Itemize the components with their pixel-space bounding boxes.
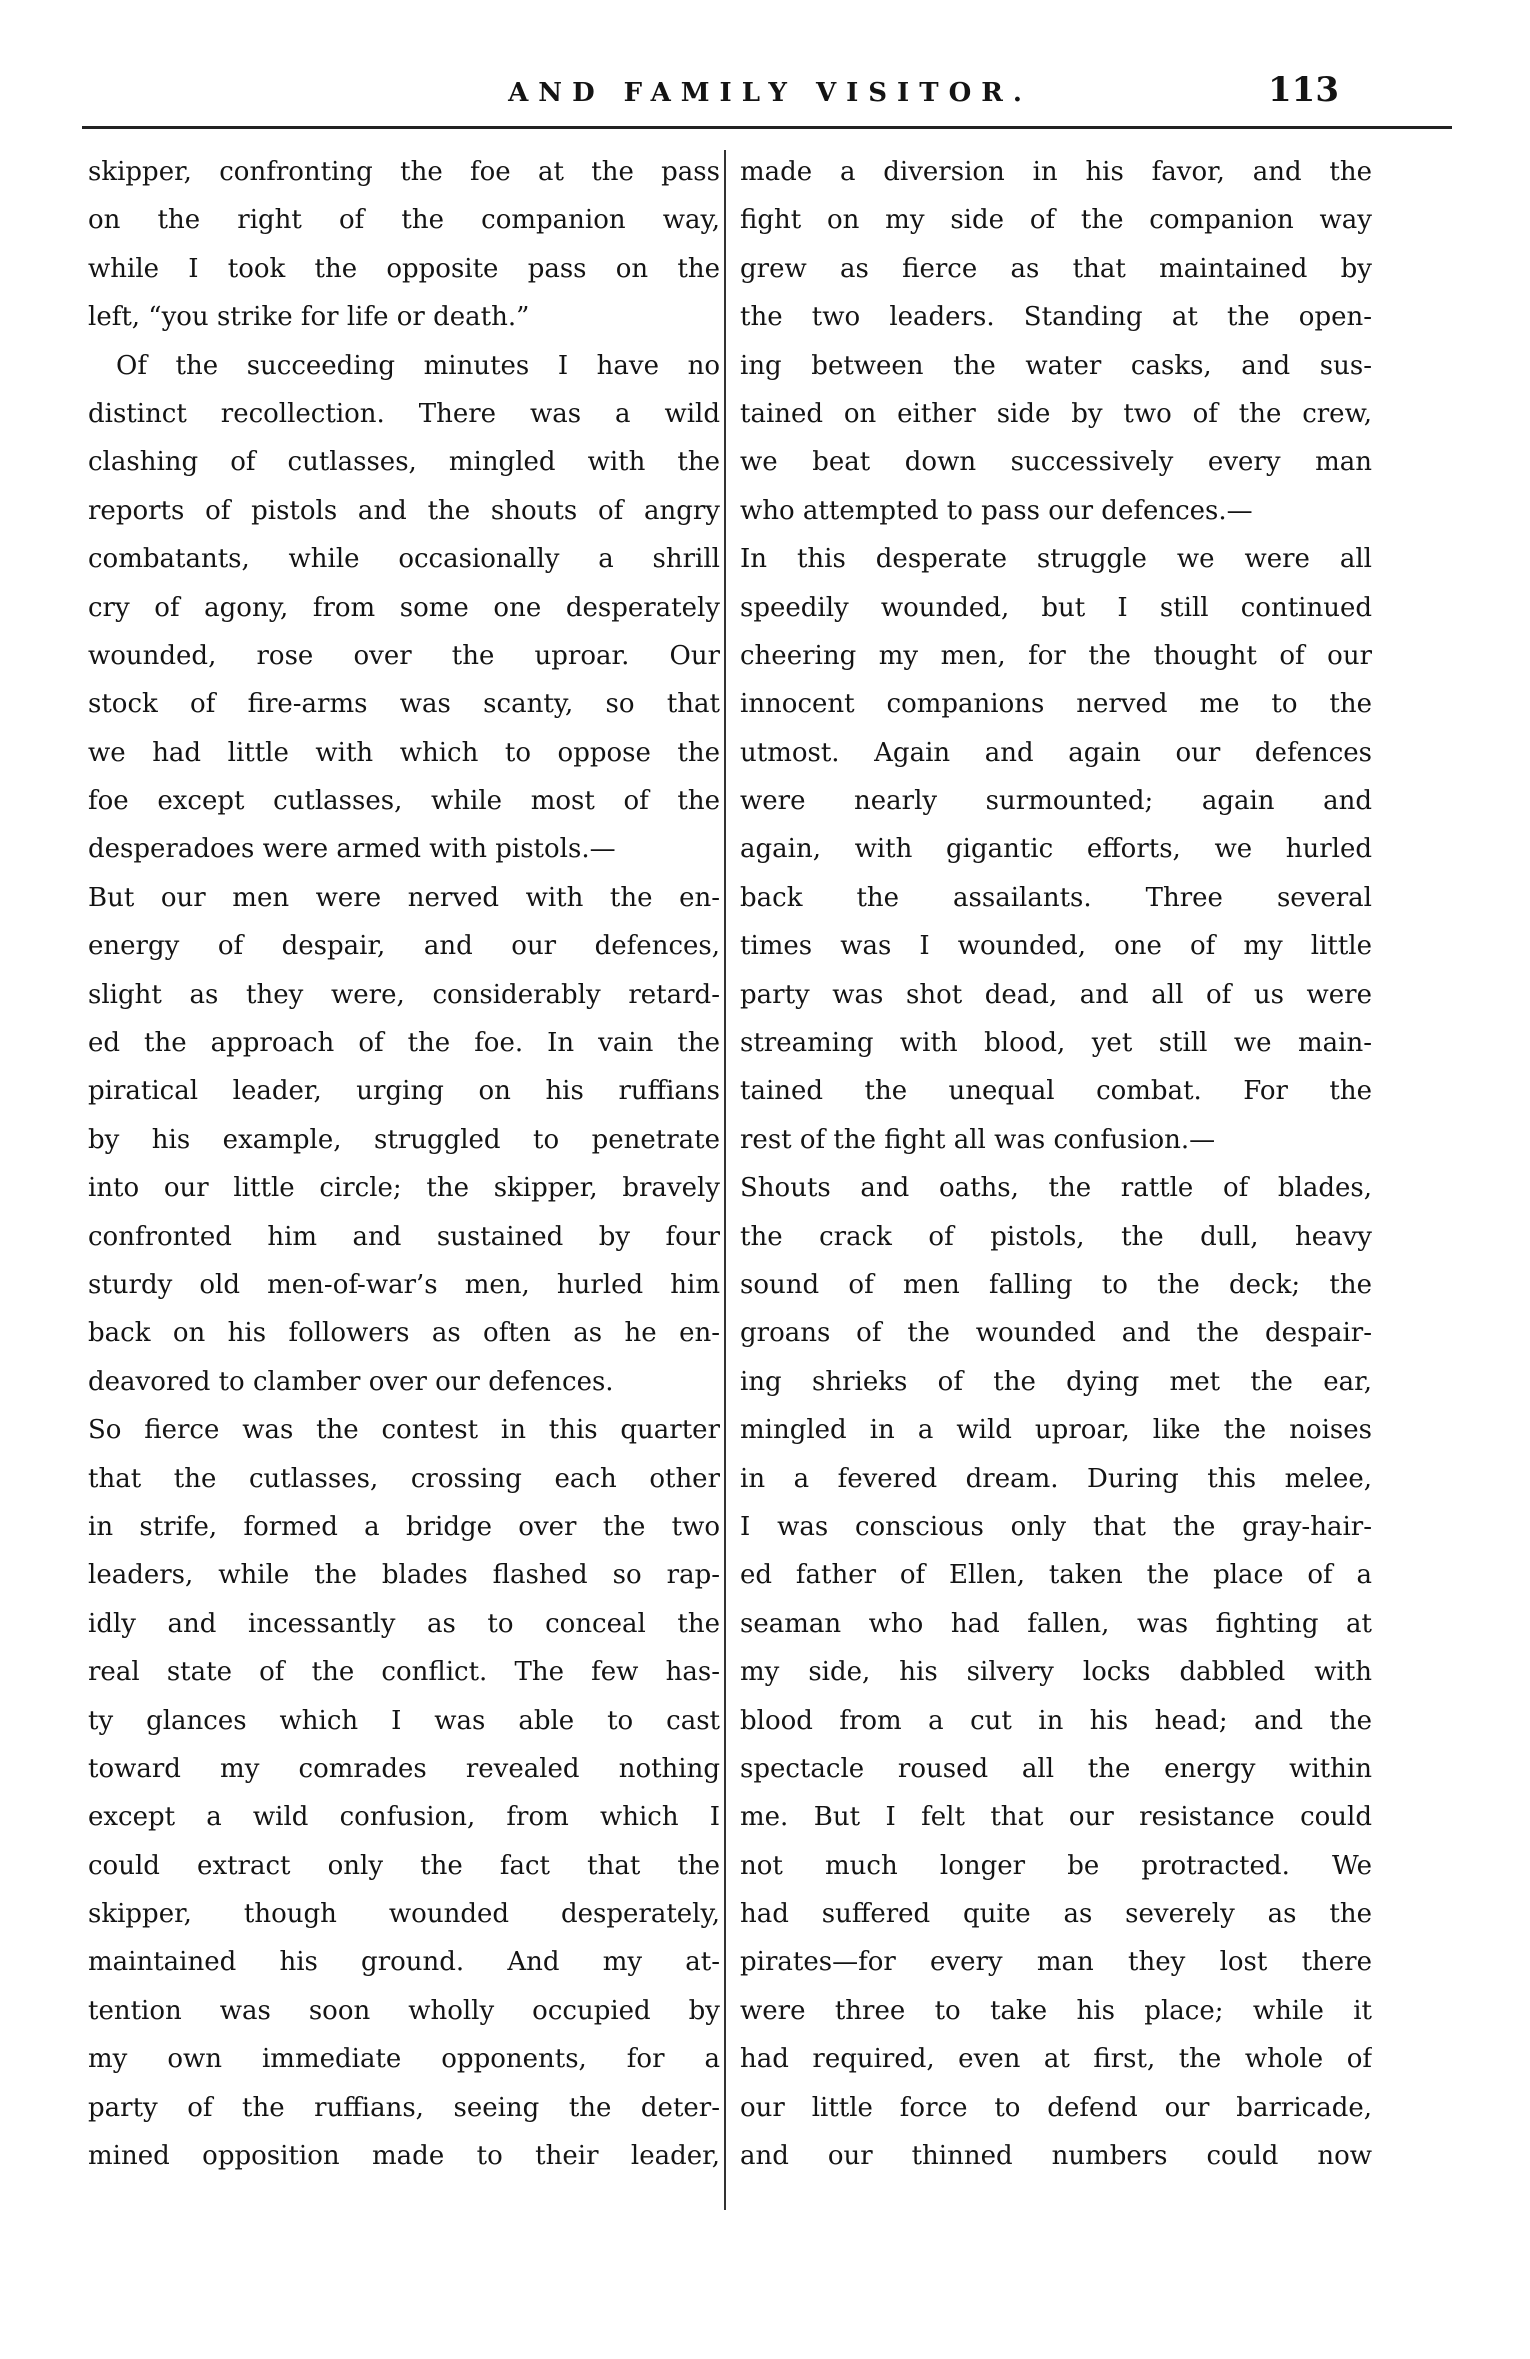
text-line: in strife, formed a bridge over the two xyxy=(88,1511,720,1542)
text-line: who attempted to pass our defences.— xyxy=(740,495,1253,526)
text-line: had required, even at first, the whole of xyxy=(740,2044,1372,2075)
text-line: reports of pistols and the shouts of angry xyxy=(88,495,720,526)
text-line: skipper, confronting the foe at the pass xyxy=(88,157,720,187)
text-line: left, “you strike for life or death.” xyxy=(88,302,530,333)
text-line: sound of men falling to the deck; the xyxy=(740,1269,1372,1300)
text-line: except a wild confusion, from which I xyxy=(88,1802,720,1833)
text-line: we had little with which to oppose the xyxy=(88,737,720,768)
left-column xyxy=(88,148,720,2208)
text-line: ed the approach of the foe. In vain the xyxy=(88,1028,720,1059)
text-line: Shouts and oaths, the rattle of blades, xyxy=(740,1173,1372,1204)
text-line: into our little circle; the skipper, bravely xyxy=(88,1173,720,1204)
text-line: tention was soon wholly occupied by xyxy=(88,1995,720,2026)
text-line: my side, his silvery locks dabbled with xyxy=(740,1657,1372,1688)
text-line: streaming with blood, yet still we main- xyxy=(740,1028,1372,1059)
text-line: and our thinned numbers could now xyxy=(740,2141,1372,2172)
header-rule xyxy=(82,126,1452,129)
text-line: desperadoes were armed with pistols.— xyxy=(88,834,616,865)
running-head: AND FAMILY VISITOR. xyxy=(508,78,1032,108)
text-line: ed father of Ellen, taken the place of a xyxy=(740,1560,1372,1591)
text-line: tained the unequal combat. For the xyxy=(740,1076,1372,1107)
right-column xyxy=(740,148,1372,2208)
text-line: were nearly surmounted; again and xyxy=(740,786,1372,817)
text-line: clashing of cutlasses, mingled with the xyxy=(88,447,720,478)
text-line: tained on either side by two of the crew, xyxy=(740,398,1372,429)
text-line: But our men were nerved with the en- xyxy=(88,882,720,913)
text-line: in a fevered dream. During this melee, xyxy=(740,1463,1372,1494)
text-line: cheering my men, for the thought of our xyxy=(740,640,1372,671)
text-line: while I took the opposite pass on the xyxy=(88,253,720,284)
text-line: by his example, struggled to penetrate xyxy=(88,1124,720,1155)
text-line: distinct recollection. There was a wild xyxy=(88,398,720,429)
text-line: fight on my side of the companion way xyxy=(740,205,1372,236)
text-line: party was shot dead, and all of us were xyxy=(740,979,1372,1010)
text-line: not much longer be protracted. We xyxy=(740,1850,1372,1881)
text-line: utmost. Again and again our defences xyxy=(740,737,1372,768)
text-line: that the cutlasses, crossing each other xyxy=(88,1463,720,1494)
text-line: combatants, while occasionally a shrill xyxy=(88,544,720,575)
text-line: speedily wounded, but I still continued xyxy=(740,592,1372,623)
text-line: ing between the water casks, and sus- xyxy=(740,350,1372,381)
text-line: back the assailants. Three several xyxy=(740,882,1372,913)
text-line: idly and incessantly as to conceal the xyxy=(88,1608,720,1639)
text-line: on the right of the companion way, xyxy=(88,205,720,236)
text-line: made a diversion in his favor, and the xyxy=(740,157,1372,187)
text-line: were three to take his place; while it xyxy=(740,1995,1372,2026)
text-line: grew as fierce as that maintained by xyxy=(740,253,1372,284)
text-line: In this desperate struggle we were all xyxy=(740,544,1372,575)
text-line: seaman who had fallen, was fighting at xyxy=(740,1608,1372,1639)
text-line: I was conscious only that the gray-hair- xyxy=(740,1511,1372,1542)
text-line: Of the succeeding minutes I have no xyxy=(116,350,720,381)
page-number: 113 xyxy=(1268,70,1339,110)
text-line: could extract only the fact that the xyxy=(88,1850,720,1881)
text-line: groans of the wounded and the despair- xyxy=(740,1318,1372,1349)
text-line: skipper, though wounded desperately, xyxy=(88,1899,720,1930)
text-line: slight as they were, considerably retard- xyxy=(88,979,720,1010)
text-line: maintained his ground. And my at- xyxy=(88,1947,720,1978)
text-line: spectacle roused all the energy within xyxy=(740,1753,1372,1784)
text-line: back on his followers as often as he en- xyxy=(88,1318,720,1349)
text-line: wounded, rose over the uproar. Our xyxy=(88,640,720,671)
column-divider xyxy=(724,150,726,2210)
text-line: had suffered quite as severely as the xyxy=(740,1899,1372,1930)
text-line: piratical leader, urging on his ruffians xyxy=(88,1076,720,1107)
text-line: So fierce was the contest in this quarter xyxy=(88,1415,720,1446)
text-line: me. But I felt that our resistance could xyxy=(740,1802,1372,1833)
text-line: blood from a cut in his head; and the xyxy=(740,1705,1372,1736)
text-line: leaders, while the blades flashed so rap- xyxy=(88,1560,720,1591)
text-line: real state of the conflict. The few has- xyxy=(88,1657,720,1688)
text-line: foe except cutlasses, while most of the xyxy=(88,786,720,817)
text-line: mined opposition made to their leader, xyxy=(88,2141,720,2172)
text-line: the crack of pistols, the dull, heavy xyxy=(740,1221,1372,1252)
text-line: sturdy old men-of-war’s men, hurled him xyxy=(88,1269,720,1300)
text-line: energy of despair, and our defences, xyxy=(88,931,720,962)
text-line: our little force to defend our barricade, xyxy=(740,2092,1372,2123)
text-line: the two leaders. Standing at the open- xyxy=(740,302,1372,333)
text-line: we beat down successively every man xyxy=(740,447,1372,478)
text-line: ty glances which I was able to cast xyxy=(88,1705,720,1736)
text-line: deavored to clamber over our defences. xyxy=(88,1366,614,1397)
text-line: my own immediate opponents, for a xyxy=(88,2044,720,2075)
text-line: confronted him and sustained by four xyxy=(88,1221,720,1252)
text-line: ing shrieks of the dying met the ear, xyxy=(740,1366,1372,1397)
text-line: times was I wounded, one of my little xyxy=(740,931,1372,962)
text-line: innocent companions nerved me to the xyxy=(740,689,1372,720)
text-line: again, with gigantic efforts, we hurled xyxy=(740,834,1372,865)
text-line: mingled in a wild uproar, like the noises xyxy=(740,1415,1372,1446)
text-line: cry of agony, from some one desperately xyxy=(88,592,720,623)
text-line: pirates—for every man they lost there xyxy=(740,1947,1372,1978)
text-line: toward my comrades revealed nothing xyxy=(88,1753,720,1784)
text-line: party of the ruffians, seeing the deter- xyxy=(88,2092,720,2123)
text-line: stock of fire-arms was scanty, so that xyxy=(88,689,720,720)
text-line: rest of the fight all was confusion.— xyxy=(740,1124,1216,1155)
